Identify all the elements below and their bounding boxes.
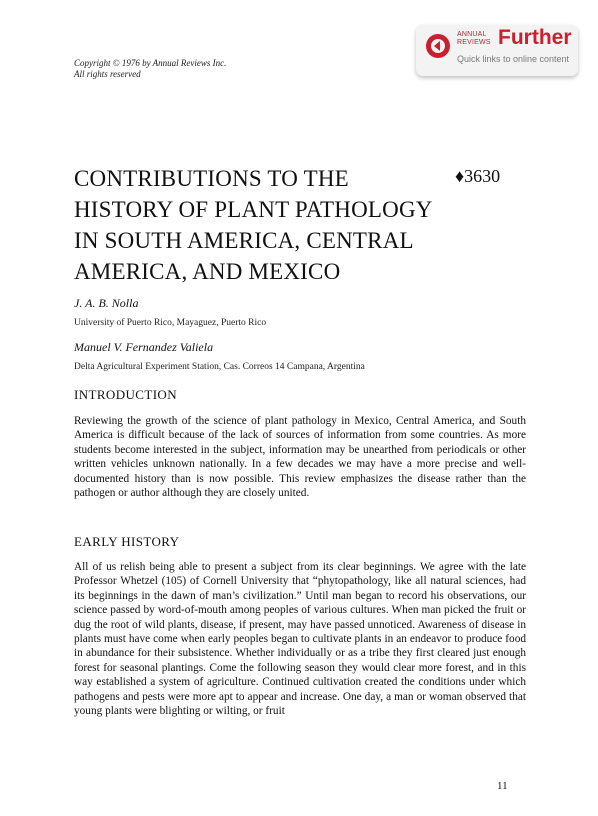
author-affiliation: University of Puerto Rico, Mayaguez, Puerto Rico	[74, 318, 267, 328]
section-paragraph: Reviewing the growth of the science of plant pathology in Mexico, Central America, and South America is difficult because of the lack of sources of information from some countries. As more students become interested in the subject, information may be unearthed from periodicals or other written vehicles unknown nationally. In a few decades we may have a more precise and well-documented history than is now possible. This review emphasizes the disease rather than the pathogen or author although they are closely united.	[74, 415, 526, 500]
brand-name	[457, 31, 491, 47]
further-links-banner[interactable]	[416, 25, 578, 76]
title-line: CONTRIBUTIONS TO THE	[74, 166, 349, 191]
brand-line-reviews: REVIEWS	[457, 39, 491, 46]
section-paragraph: All of us relish being able to present a subject from its clear beginnings. We agree with the late Professor Whetzel (105) of Cornell University that “phytopathology, like all natural sciences, had its beginnings in the dawn of man’s civilization.” Until man began to record his observations, our science passed by word-of-mouth among peoples of various cultures. When man picked the fruit or dug the root of wild plants, disease, if present, may have passed unnoticed. Awareness of disease in plants must have come when early peoples began to cultivate plants in an endeavor to produce food in abundance for their subsistence. Whether individually or as a tribe they first cleared just enough forest for seasonal plantings. Come the following season they would clear more forest, and in this way established a system of agriculture. Continued cultivation created the conditions under which pathogens and pests were more apt to appear and increase. One day, a man or woman observed that young plants were blighting or wilting, or fruit	[74, 561, 526, 718]
banner-tagline: Quick links to online content	[457, 54, 570, 64]
author-name: J. A. B. Nolla	[74, 296, 139, 310]
author-name: Manuel V. Fernandez Valiela	[74, 340, 214, 354]
section-heading: INTRODUCTION	[74, 387, 178, 402]
copyright-line: Copyright © 1976 by Annual Reviews Inc.	[74, 58, 227, 68]
section-heading: EARLY HISTORY	[74, 534, 180, 549]
brand-line-annual: ANNUAL	[457, 31, 487, 38]
title-line: IN SOUTH AMERICA, CENTRAL	[74, 228, 414, 253]
title-line: AMERICA, AND MEXICO	[74, 259, 341, 284]
further-title: Further	[498, 26, 572, 49]
page-number: 11	[497, 780, 508, 792]
article-title	[74, 163, 433, 287]
title-line: HISTORY OF PLANT PATHOLOGY	[74, 197, 433, 222]
author-affiliation: Delta Agricultural Experiment Station, Cas. Correos 14 Campana, Argentina	[74, 362, 365, 372]
rights-line: All rights reserved	[74, 69, 141, 79]
annual-reviews-logo-icon	[425, 33, 451, 59]
copyright-notice	[74, 58, 226, 80]
article-code: ♦3630	[455, 166, 501, 186]
